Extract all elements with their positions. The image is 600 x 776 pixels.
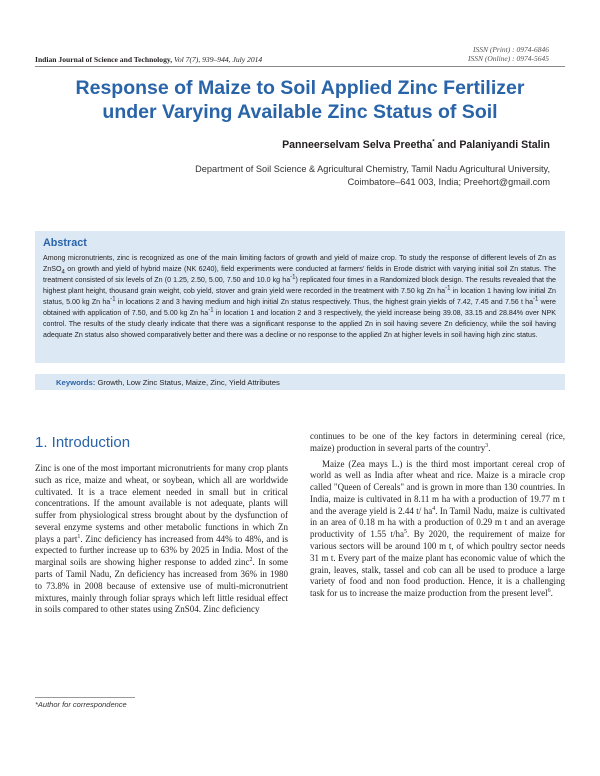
author-second: and Palaniyandi Stalin: [434, 139, 550, 151]
paragraph-text: . Zinc deficiency has increased from 44% to 48%, and is expected to further increase up to 63% by 2025 in India. Most of the marginal soils are showing higher response to added zinc: [35, 533, 289, 568]
abstract-subscript: 4: [61, 269, 65, 276]
issn-print: ISSN (Print) : 0974-6846: [472, 45, 549, 54]
paragraph-text: continues to be one of the key factors in determining cereal (rice, maize) production in several parts of the country: [310, 431, 565, 453]
section-heading-introduction: 1. Introduction: [35, 434, 131, 451]
right-column: [310, 431, 565, 600]
left-column: [35, 463, 288, 616]
journal-issue: Vol 7(7), 939–944, July 2014: [172, 55, 263, 64]
abstract-text-2: on growth and yield of hybrid maize (NK 6240), field experiments were conducted at farmers' fields in Erode district with varying initial soil Zn status. The treatment consisted of six levels of Zn (0 1.25, 2.50, 5.00, 7.50 and 10.0 kg ha: [43, 265, 556, 285]
abstract-superscript: -1: [445, 285, 451, 292]
affiliation-line-1: Department of Soil Science & Agricultural Chemistry, Tamil Nadu Agricultural University,: [195, 164, 550, 174]
abstract-superscript: -1: [533, 296, 539, 303]
citation-ref[interactable]: 6: [547, 588, 551, 595]
journal-citation: [35, 55, 262, 64]
intro-paragraph-1: [35, 463, 288, 616]
citation-ref[interactable]: 4: [432, 505, 436, 512]
correspondence-footnote: *Author for correspondence: [35, 700, 127, 709]
header-divider: [35, 66, 565, 67]
title-line-2: under Varying Available Zinc Status of Soil: [102, 101, 498, 123]
paragraph-text: . By 2020, the requirement of maize for various sectors will be around 100 m t, of which poultry sector needs 31 m t. Every part of the maize plant has economic value of which the grain, leaves, stalk, tassel and cob can all be used to produce a large variety of food and non food production. Hence, it is a challenging task for us to increase the maize production from the present level: [310, 529, 565, 599]
keywords-list: Growth, Low Zinc Status, Maize, Zinc, Yield Attributes: [95, 378, 280, 387]
issn-online: ISSN (Online) : 0974-5645: [467, 54, 549, 63]
abstract-text-4: in location 1 having low initial Zn status, 5.00 kg Zn ha: [43, 287, 556, 307]
paragraph-text: .: [488, 442, 491, 453]
abstract-text-1: Among micronutrients, zinc is recognized as one of the main limiting factors of growth and yield of maize crop. To study the response of different levels of Zn as ZnSO: [43, 254, 556, 274]
citation-ref[interactable]: 2: [249, 557, 253, 564]
affiliation: [195, 163, 550, 189]
abstract-superscript: -1: [208, 307, 214, 314]
author-line: [282, 139, 550, 151]
abstract-heading: Abstract: [43, 237, 87, 249]
intro-paragraph-3: [310, 459, 565, 600]
paragraph-text: Zinc is one of the most important micronutrients for many crop plants such as rice, maize and wheat, or soybean, which all are worldwide cultivated. It is a trace element needed in small but in critical concentrations. If the amount available is not adequate, plants will suffer from physiological stress brought about by the dysfunction of several enzyme systems and other metabolic functions in which Zn plays a part: [35, 463, 288, 544]
paragraph-text: . In some parts of Tamil Nadu, Zn deficiency has increased from 36% in 1980 to 73.8% in 2008 because of extensive use of multi-micronutrient mixtures, mainly through foliar sprays which left little residual effect in soils compared to other states using ZnS04. Zinc deficiency: [35, 557, 288, 615]
citation-ref[interactable]: 3: [485, 442, 489, 449]
abstract-superscript: -1: [110, 296, 116, 303]
citation-ref[interactable]: 5: [404, 529, 408, 536]
abstract-text-6: were obtained with application of 7.50, and 5.00 kg Zn ha: [43, 298, 556, 318]
paragraph-text: . In Tamil Nadu, maize is cultivated in an area of 0.18 m ha with a production of 0.29 m t and an average productivity of 1.55 t/ha: [310, 505, 565, 540]
journal-name: Indian Journal of Science and Technology,: [35, 55, 173, 64]
abstract-body: [43, 253, 556, 341]
intro-paragraph-2: [310, 431, 565, 455]
affiliation-line-2: Coimbatore–641 003, India; Preehort@gmail.com: [347, 177, 550, 187]
author-first: Panneerselvam Selva Preetha: [282, 139, 433, 151]
paragraph-text: Maize (Zea mays L.) is the third most important cereal crop of world as well as India after wheat and rice. Maize is a miracle crop called "Queen of Cereals" and is grown in more than 130 countries. In India, maize is cultivated in 8.11 m ha with a production of 19.77 m t and the average yield is 2.44 t/ ha: [310, 458, 565, 516]
issn-block: [468, 45, 549, 63]
citation-ref[interactable]: 1: [77, 533, 81, 540]
footnote-divider: [35, 697, 135, 698]
abstract-text-7: in location 1 and location 2 and 3 respectively, the yield increase being 39.08, 33.15 and 28.84% over NPK control. The results of the study clearly indicate that there was a significant response to the applied Zn in soil having severe Zn deficiency, while the soil having adequate Zn status also showed comparatively better and there was a decline or no response to the applied Zn at higher levels in soil having high zinc status.: [43, 309, 557, 340]
paragraph-text: .: [550, 588, 553, 599]
keywords-label: Keywords:: [56, 378, 96, 387]
keywords-line: [56, 378, 280, 387]
abstract-text-3: ) replicated four times in a Randomized block design. The results revealed that the highest plant height, thousand grain weight, cob yield, stover and grain yield were recorded in the treatment with 7.50 kg Zn ha: [43, 276, 556, 296]
paper-title: [40, 76, 560, 124]
corresponding-star: *: [432, 139, 435, 146]
title-line-1: Response of Maize to Soil Applied Zinc Fertilizer: [75, 77, 525, 99]
abstract-text-5: in locations 2 and 3 having medium and high initial Zn status respectively. Thus, the highest grain yields of 7.42, 7.45 and 7.56 t ha: [115, 298, 534, 307]
abstract-superscript: -1: [290, 274, 296, 281]
